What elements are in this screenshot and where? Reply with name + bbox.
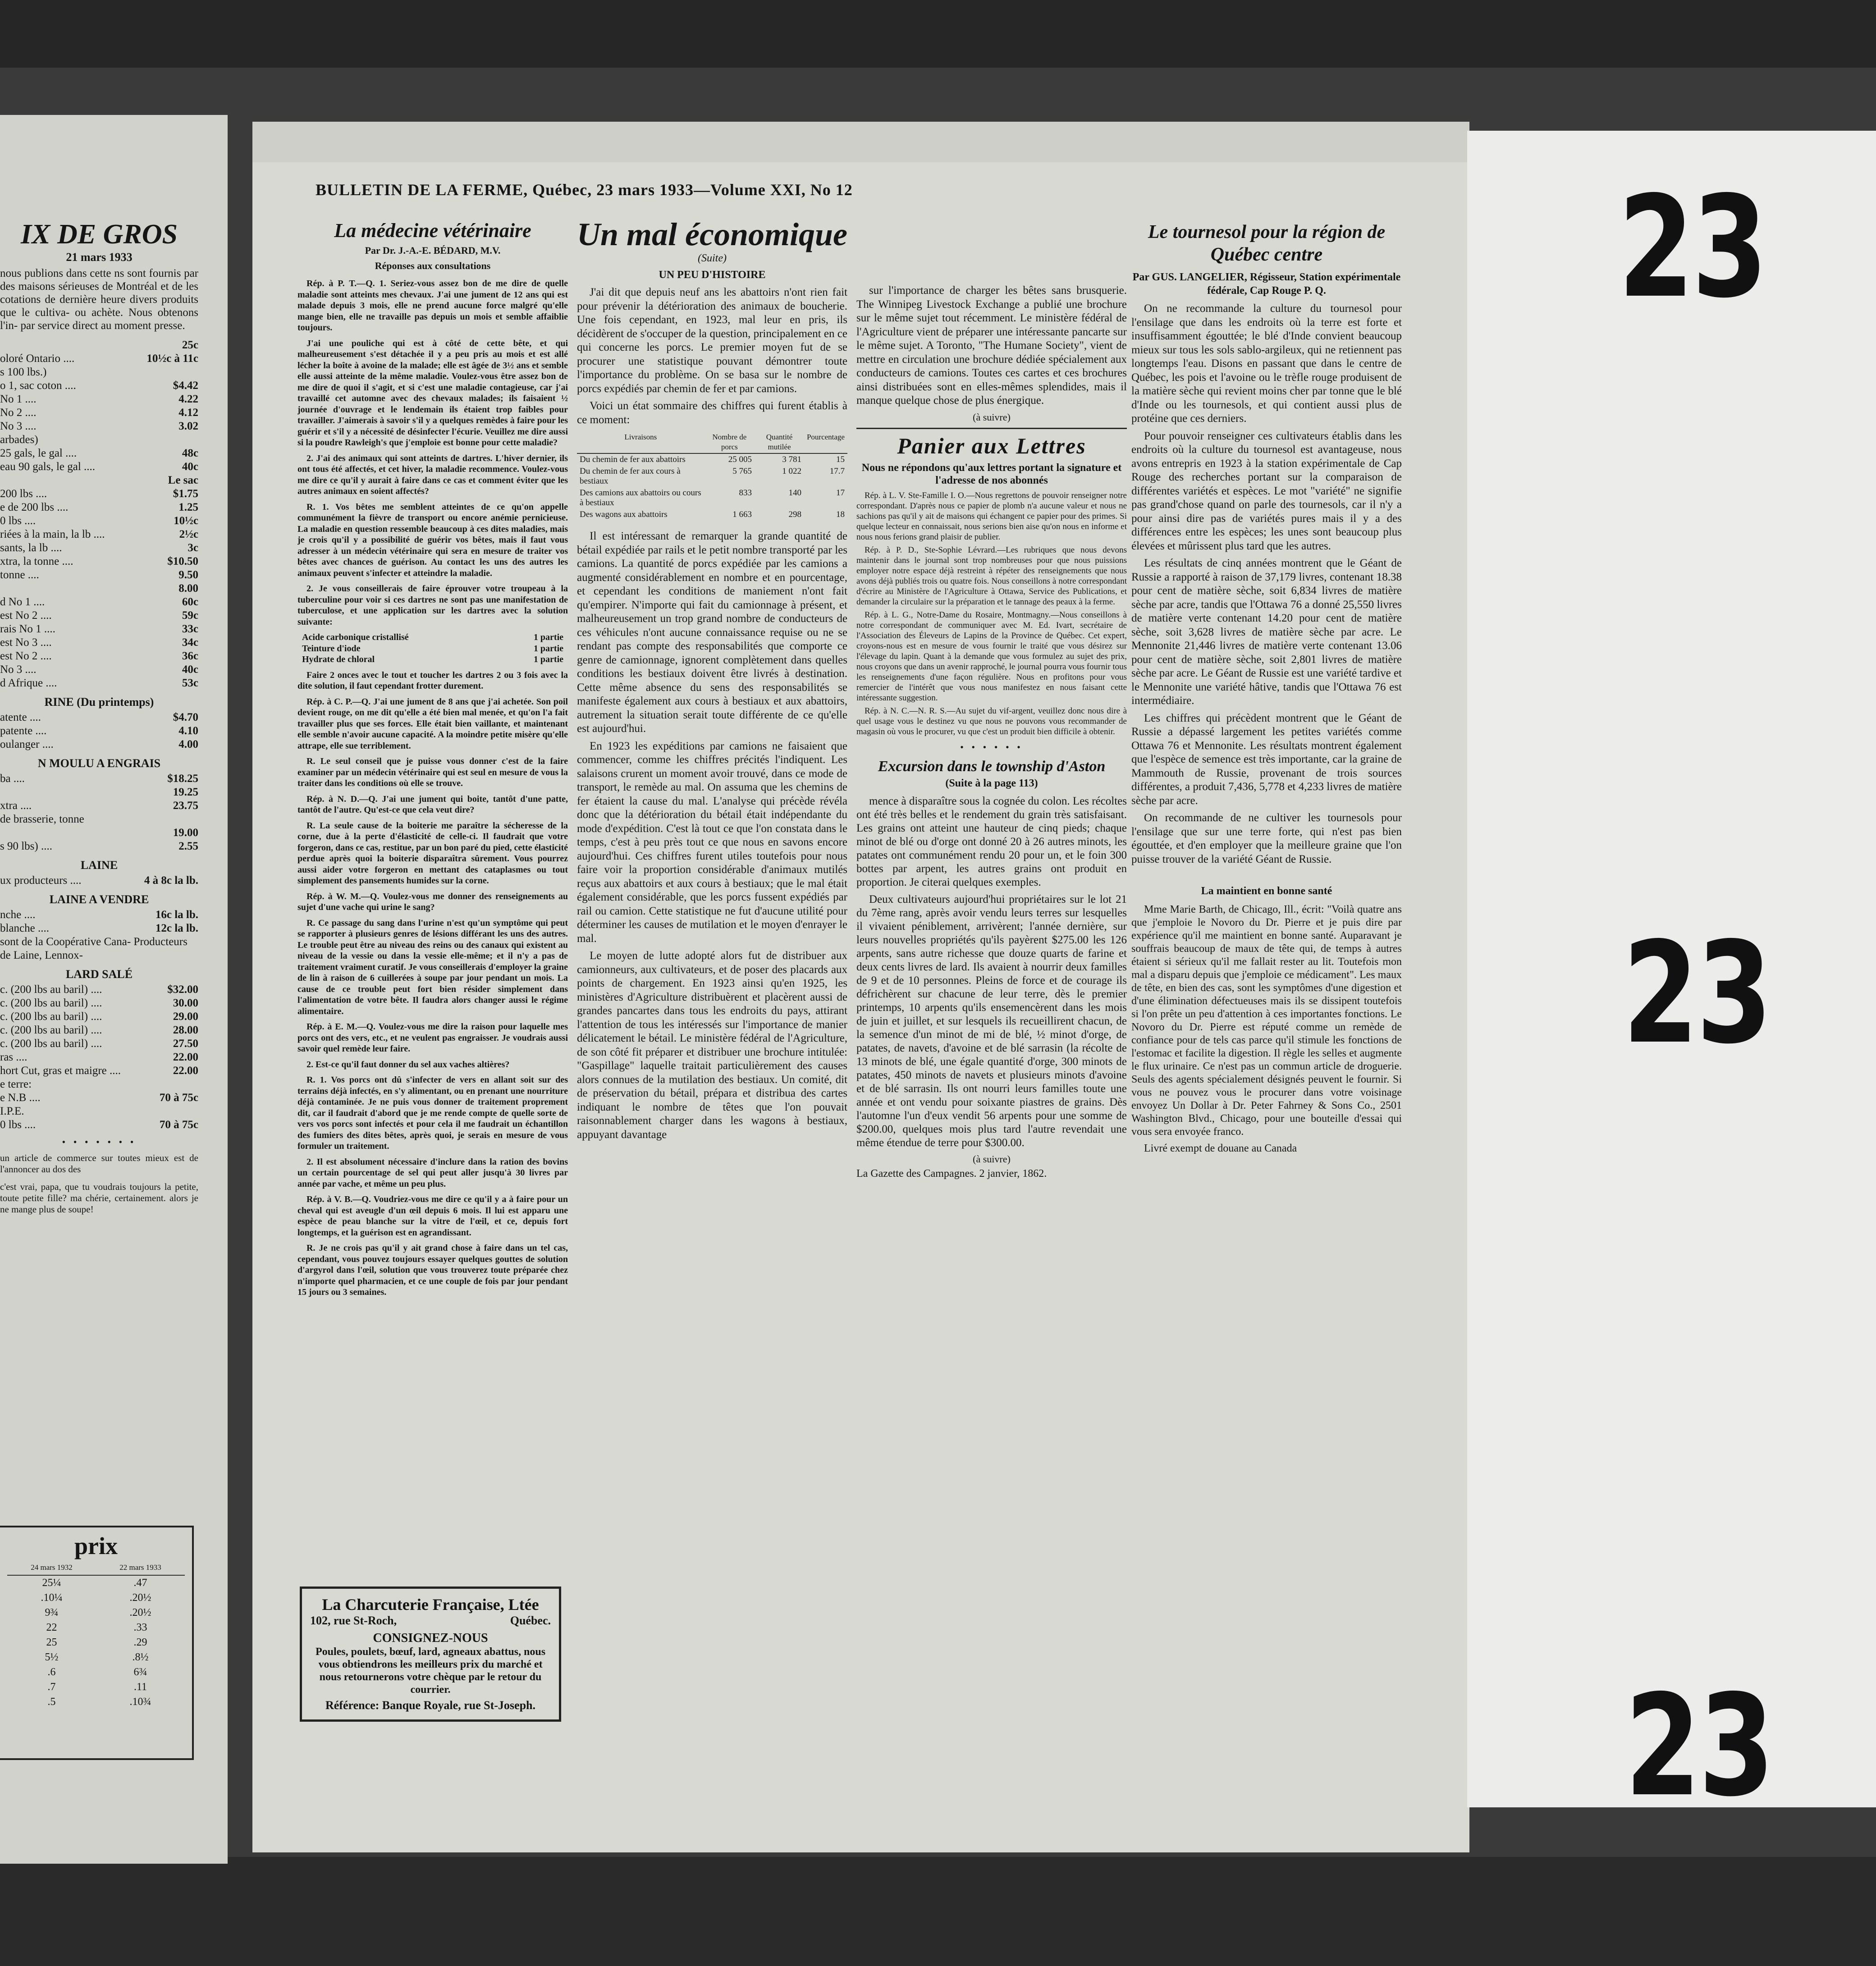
price-row: atente .... $4.70 <box>0 711 198 723</box>
separator-stars: • • • • • • <box>960 741 1023 753</box>
excursion-paragraph: mence à disparaître sous la cognée du colon. Les récoltes ont été très belles et le rendement du grain très satisfaisant. Les grains ont atteint une hauteur de cinq pieds; chaque minot de blé ou d'orge ont donné 20 à 26 autres minots, les patates ont communément rendu 20 pour un, et le foin 300 bottes par arpent, les autres grains ont produit en proportion. Je citerai quelques exemples. <box>856 795 1127 888</box>
medecine-paragraph: 2. Est-ce qu'il faut donner du sel aux vaches altières? <box>307 1059 510 1070</box>
price-row: nche .... 16c la lb. <box>0 909 198 921</box>
table-header: Pourcentage <box>804 431 847 453</box>
price-row: c. (200 lbs au baril) .... 30.00 <box>0 997 198 1009</box>
excursion-suite: (Suite à la page 113) <box>945 777 1038 789</box>
price-row: s 90 lbs) .... 2.55 <box>0 840 198 852</box>
mal-suite: (Suite) <box>698 252 727 264</box>
price-box-title: prix <box>74 1532 118 1559</box>
mal-suivre: (à suivre) <box>973 411 1011 423</box>
excursion-title: Excursion dans le township d'Aston <box>878 758 1106 775</box>
price-row: 0 lbs .... 70 à 75c <box>0 1119 198 1131</box>
price-row: e de 200 lbs .... 1.25 <box>0 501 198 513</box>
medecine-title: La médecine vétérinaire <box>334 219 531 242</box>
price-row: hort Cut, gras et maigre .... 22.00 <box>0 1065 198 1077</box>
table-row: .10¼ .20½ <box>41 1592 151 1604</box>
tournesol-paragraph: On recommande de ne cultiver les tournesols pour l'ensilage que sur une terre forte, qui n'est pas bien égouttée, et d'en employer que la meilleure graine que l'on puisse trouver de la variété Géant de Russie. <box>1131 812 1402 865</box>
mal-section: UN PEU D'HISTOIRE <box>659 269 766 281</box>
price-row: c. (200 lbs au baril) .... $32.00 <box>0 983 198 996</box>
mal-intro-paragraphs <box>577 286 847 427</box>
price-row: e terre: <box>0 1078 32 1090</box>
recipe-row: Teinture d'iode 1 partie <box>302 643 563 654</box>
price-row: ux producteurs .... 4 à 8c la lb. <box>0 874 198 887</box>
price-row: xtra, la tonne .... $10.50 <box>0 555 198 567</box>
table-row: Du chemin de fer aux cours à bestiaux 5 765 1 022 17.7 <box>580 466 845 486</box>
masthead: BULLETIN DE LA FERME, Québec, 23 mars 1933—Volume XXI, No 12 <box>316 181 853 199</box>
table-row: 25 .29 <box>46 1637 147 1648</box>
price-column <box>0 219 198 1616</box>
table-row: 25¼ .47 <box>42 1577 147 1589</box>
price-row: tonne .... 9.50 <box>0 569 198 581</box>
price-row: sants, la lb .... 3c <box>0 542 198 554</box>
medecine-paragraph: 2. Je vous conseillerais de faire éprouver votre troupeau à la tuberculine pour voir si ces dartres ne sont pas une manifestation de tuberculose, et une application sur les dartres avec la solution suivante: <box>297 584 568 627</box>
moulu-heading: N MOULU A ENGRAIS <box>37 757 161 770</box>
table-row: .6 6¾ <box>47 1666 147 1678</box>
target-number-bottom: 23 <box>1625 1665 1773 1828</box>
table-row: .7 .11 <box>47 1681 147 1693</box>
target-number-middle: 23 <box>1623 912 1771 1075</box>
tournesol-column <box>1131 221 1402 1780</box>
target-number-top: 23 <box>1618 166 1766 329</box>
excursion-body <box>856 795 1127 1150</box>
price-row: 200 lbs .... $1.75 <box>0 488 198 500</box>
farine-section <box>0 695 198 1132</box>
joke-text: c'est vrai, papa, que tu voudrais toujours la petite, toute petite fille? ma chérie, certainement. alors je ne mange plus de soupe! <box>0 1181 198 1215</box>
medecine-paragraph: Rép. à N. D.—Q. J'ai une jument qui boite, tantôt d'une patte, tantôt de l'autre. Qu'est-ce que cela veut dire? <box>297 794 568 815</box>
medecine-paragraph: Rép. à P. T.—Q. 1. Seriez-vous assez bon de me dire de quelle maladie sont atteints mes chevaux. J'ai une jument de 12 ans qui est malade depuis 3 mois, elle ne prend aucune force malgré qu'elle mange bien, elle ne travaille pas depuis un mois et semble affaiblie toujours. <box>297 279 568 333</box>
price-row: c. (200 lbs au baril) .... 28.00 <box>0 1024 198 1036</box>
ad-city: Québec. <box>510 1614 551 1627</box>
recipe-row: Hydrate de chloral 1 partie <box>302 654 563 664</box>
price-row: oulanger .... 4.00 <box>0 738 198 750</box>
table-row: Du chemin de fer aux abattoirs 25 005 3 781 15 <box>580 455 845 464</box>
table-header: Livraisons <box>577 431 705 453</box>
price-comparison-box <box>0 1526 194 1760</box>
price-row: 25c <box>182 339 198 351</box>
price-row: o 1, sac coton .... $4.42 <box>0 379 198 392</box>
prices-date: 21 mars 1933 <box>66 251 133 264</box>
mal-paragraph: Voici un état sommaire des chiffres qui furent établis à ce moment: <box>577 400 847 426</box>
tournesol-paragraph: Pour pouvoir renseigner ces cultivateurs établis dans les endroits où la culture du tournesol est avantageuse, nous avons entrepris en 1923 à la station expérimentale de Cap Rouge des recherches portant sur la comparaison de différentes variétés et espèces. Le mot "variété" ne signifie pas grand'chose quand on parle des tournesols, car il n'y a pour ainsi dire pas de variétés pures mais il y a des différences entre les espèces; les unes sont beaucoup plus élevées et mûrissent plus tard que les autres. <box>1131 430 1402 552</box>
mal-paragraph: J'ai dit que depuis neuf ans les abattoirs n'ont rien fait pour prévenir la détérioration des animaux de boucherie. Une fois cependant, en 1923, mal leur en pris, ils décidèrent de s'occuper de la question, principalement en ce qui concerne les porcs. Le premier moyen fut de se procurer une statistique pouvant démontrer toute l'importance du problème. On se basa sur le nombre de porcs expédiés par chemin de fer et par camions. <box>577 286 847 395</box>
panier-subtitle: Nous ne répondons qu'aux lettres portant la signature et l'adresse de nos abonnés <box>861 462 1122 486</box>
price-row: ba .... $18.25 <box>0 773 198 785</box>
price-row: arbades) <box>0 434 38 446</box>
price-row: Le sac <box>168 474 198 486</box>
price-row: d Afrique .... 53c <box>0 677 198 689</box>
ad-title: La Charcuterie Française, Ltée <box>322 1596 539 1614</box>
price-row: 19.00 <box>173 827 198 839</box>
price-row: est No 3 .... 34c <box>0 636 198 649</box>
prices-list <box>0 338 198 690</box>
sante-paragraph: Livré exempt de douane au Canada <box>1144 1143 1297 1154</box>
price-row: est No 2 .... 36c <box>0 650 198 662</box>
excursion-suivre: (à suivre) <box>973 1153 1011 1165</box>
panier-paragraph: Rép. à L. V. Ste-Famille I. O.—Nous regrettons de pouvoir renseigner notre correspondant. D'après nous ce papier de plomb n'a aucune valeur et nous ne sachions pas qu'il y ait de maisons qui échangent ce papier pour des primes. Si quelque lecteur en connaissait, nous serions bien aise qu'on nous en informe et nous nous ferions grand plaisir de publier. <box>856 490 1127 542</box>
price-row: de brasserie, tonne <box>0 813 84 825</box>
medecine-paragraph: Rép. à E. M.—Q. Voulez-vous me dire la raison pour laquelle mes porcs ont des vers, etc., et ne veulent pas engraisser. Je voudrais aussi savoir quel remède leur faire. <box>297 1022 568 1054</box>
panier-paragraph: Rép. à L. G., Notre-Dame du Rosaire, Montmagny.—Nous conseillons à notre correspondant de communiquer avec M. Ed. Ivart, secrétaire de l'Association des Éleveurs de Lapins de la Province de Québec. Cet expert, croyons-nous est en mesure de vous fournir le traité que vous désirez sur l'élevage du lapin. Quant à la demande que vous formulez au sujet des prix, nous croyons que dans un avenir rapproché, le journal pourra vous fournir tous les renseignements d'une façon régulière. Nous en profitons pour vous remercier de l'intérêt que vous nous manifestez en nous faisant cette intéressante suggestion. <box>856 610 1127 703</box>
mal-column <box>577 216 847 1758</box>
film-edge-top <box>0 0 1876 68</box>
sante-body <box>1131 903 1402 1155</box>
sante-paragraph: Mme Marie Barth, de Chicago, Ill., écrit: "Voilà quatre ans que j'emploie le Novoro du Dr. Pierre et je puis dire par expérience qu'il me maintient en bonne santé. Auparavant je souffrais beaucoup de maux de tête qui, de temps à autres étaient si sérieux qu'il me fallait rester au lit. Toutefois mon mal a disparu depuis que j'emploie ce médicament". Les maux de tête, en bien des cas, sont les symptômes d'une digestion et d'une élimination défectueuses mais ils se dissipent toutefois si l'on prête un peu d'attention à ces importantes fonctions. Le Novoro du Dr. Pierre est réputé comme un remède de confiance pour de tels cas parce qu'il stimule les fonctions de l'estomac et facilite la digestion. Il règle les selles et augmente le flux urinaire. Ce n'est pas un commun article de droguerie. Seuls des agents spécialement désignés peuvent le fournir. Si vous ne pouvez vous le procurer dans votre voisinage envoyez Un Dollar à Dr. Peter Fahrney & Sons Co., 2501 Washington Blvd., Chicago, pour une bouteille d'essai qui vous sera envoyée franco. <box>1131 904 1402 1138</box>
excursion-source: La Gazette des Campagnes. 2 janvier, 1862. <box>856 1167 1047 1180</box>
ad-reference: Référence: Banque Royale, rue St-Joseph. <box>325 1699 536 1712</box>
table-header: Quantité mutilée <box>755 431 804 453</box>
price-row: d No 1 .... 60c <box>0 596 198 608</box>
table-row: .5 .10¾ <box>47 1696 151 1708</box>
medecine-paragraph: R. Le seul conseil que je puisse vous donner c'est de la faire examiner par un médecin vétérinaire qui est seul en mesure de vous la traiter dans les conditions où elle se trouve. <box>297 756 568 788</box>
medecine-paragraph: Rép. à C. P.—Q. J'ai une jument de 8 ans que j'ai achetée. Son poil devient rouge, on me dit qu'elle a été bien mal menée, et qu'on l'a fait travailler plus que ses forces. Elle était bien vaillante, et maintenant elle semble n'avoir aucune capacité. A la moindre petite misère qu'elle attrape, elle sue terriblement. <box>297 696 568 751</box>
price-box-table <box>7 1560 185 1710</box>
price-row: No 2 .... 4.12 <box>0 407 198 419</box>
medecine-paragraph: R. Je ne crois pas qu'il y ait grand chose à faire dans un tel cas, cependant, vous pouvez toujours essayer quelques gouttes de solution d'argyrol dans l'œil, solution que vous trouverez toute préparée chez n'importe quel pharmacien, et ce une couple de fois par jour pendant 15 jours ou 3 semaines. <box>297 1243 568 1297</box>
mal-continuation <box>856 284 1127 408</box>
panier-body <box>856 490 1127 737</box>
panier-paragraph: Rép. à P. D., Ste-Sophie Lévrard.—Les rubriques que nous devons maintenir dans le journal sont trop nombreuses pour que nous puissions employer notre espace déjà restreint à répéter des renseignements que nous avons déjà publiés trois ou quatre fois. Nous conseillons à notre correspondant d'écrire au Ministère de l'Agriculture à Ottawa, Service des Publications, et demander la circulaire sur la préparation et le tannage des peaux à la ferme. <box>856 545 1127 607</box>
medecine-paragraph: R. 1. Vos bêtes me semblent atteintes de ce qu'on appelle communément la fièvre de transport ou encore anémie pernicieuse. La maladie en question ressemble beaucoup à ces dites maladies, mais je crois qu'il y a possibilité de guérir vos bêtes, mais il faut vous adresser à un médecin vétérinaire qui sera en mesure de traiter vos bêtes avec chances de guérison. Au contact les uns des autres les animaux peuvent s'infecter et atteindre la maladie. <box>297 502 568 578</box>
film-edge-bottom <box>0 1857 1876 1966</box>
sante-title: La maintient en bonne santé <box>1201 885 1332 897</box>
price-row: rais No 1 .... 33c <box>0 623 198 635</box>
medecine-paragraph: 2. Il est absolument nécessaire d'inclure dans la ration des bovins un certain pourcentage de sel qui peut aller jusqu'à 30 livres par année par vache, et même un peu plus. <box>297 1157 568 1189</box>
price-row: 0 lbs .... 10½c <box>0 515 198 527</box>
excursion-paragraph: Deux cultivateurs aujourd'hui propriétaires sur le lot 21 du 7ème rang, après avoir vendu leurs terres sur lesquelles il vivaient péniblement, arrivèrent; l'année dernière, sur leurs nouvelles propriétés qu'ils payèrent $275.00 les 126 arpents, sans autre richesse que douze quarts de farine et deux cents livres de lard. Ils avaient à nourrir deux familles de 9 et de 10 personnes. Pleins de force et de courage ils défrichèrent sur chacune de leur terre, dès le premier printemps, 10 arpents qu'ils ensemencèrent dans les mois de juin et juillet, et sur lesquels ils recueillirent chacun, de la semence d'un minot de mi de blé, ½ minot d'orge, de patates, de navets, d'avoine et de blé sarrasin (la récolte de 13 minots de blé, une égale quantité d'orge, 300 minots de patates, 450 minots de navets et plusieurs minots d'avoine et de blé sarrasin. Ils ont nourri leurs familles toute une année et ont vendu pour soixante piastres de grains. Dès l'automne l'un d'eux vendit 56 arpents pour une somme de $200.00, quelques mois plus tard l'autre revendait une même étendue de terre pour $300.00. <box>856 893 1127 1149</box>
price-row: c. (200 lbs au baril) .... 27.50 <box>0 1038 198 1050</box>
price-row: e N.B .... 70 à 75c <box>0 1092 198 1104</box>
separator-stars: • • • • • • • <box>62 1136 137 1148</box>
medecine-paragraph: Faire 2 onces avec le tout et toucher les dartres 2 ou 3 fois avec la dite solution, il faut cependant frotter durement. <box>297 670 568 691</box>
price-row: I.P.E. <box>0 1105 24 1117</box>
mal-paragraph: Il est intéressant de remarquer la grande quantité de bétail expédiée par rails et le petit nombre transporté par les camions. La quantité de porcs expédiée par les camions a augmenté considérablement en nombre et en pourcentage, et cependant les conditions de maniement n'ont fait qu'empirer. N'importe qui fait du camionnage à présent, et malheureusement un trop grand nombre de conducteurs de ces véhicules n'ont aucune connaissance requise ou ne se rendant pas compte des responsabilités que comporte ce genre de camionnage, ignorent complètement dans quelles conditions les bestiaux doivent être livrés à destination. Cette même absence du sens des responsabilités se manifeste également aux cours à bestiaux et aux abattoirs, autrement la situation serait toute différente de ce qu'elle est aujourd'hui. <box>577 530 847 735</box>
price-row: 19.25 <box>173 786 198 798</box>
medecine-column <box>297 219 568 1571</box>
tournesol-paragraph: Les résultats de cinq années montrent que le Géant de Russie a rapporté à raison de 37,179 livres, contenant 18.38 pour cent de matière sèche, soit 6,834 livres de matière sèche par acre, tandis que l'Ottawa 76 a donné 25,550 livres de matière verte contenant 14.20 pour cent de matière sèche, soit 3,628 livres de matière sèche par acre. Le Mennonite 21,446 livres de matière verte contenant 13.06 pour cent de matière sèche, soit 2,801 livres de matière sèche par acre. Le Géant de Russie est une variété tardive et le Mennonite une variété hâtive, tandis que l'Ottawa 76 est intermédiaire. <box>1131 557 1402 707</box>
medecine-paragraph: 2. J'ai des animaux qui sont atteints de dartres. L'hiver dernier, ils ont tous été affectés, et cet hiver, la maladie recommence. Voulez-vous me dire ce qu'il y aurait à faire dans ce cas et comment éviter que les autres animaux en soient affectés? <box>297 453 568 496</box>
medecine-paragraph: R. La seule cause de la boiterie me paraître la sécheresse de la corne, due à la perte d'élasticité de celle-ci. Il faudrait que votre forgeron, dans ce cas, restitue, par un bon paré du pied, cette élasticité perdue après quoi la boiterie disparaîtra sûrement. Vous pourrez aussi aider votre forgeron en mettant des cataplasmes ou tout simplement des pansements humides sur la corne. <box>297 820 568 886</box>
medecine-section: Réponses aux consultations <box>375 260 491 271</box>
price-row: riées à la main, la lb .... 2½c <box>0 528 198 540</box>
mal-title: Un mal économique <box>577 216 847 252</box>
medecine-paragraph: Rép. à W. M.—Q. Voulez-vous me donner des renseignements au sujet d'une vache qui urine le sang? <box>297 891 568 912</box>
third-column <box>856 284 1127 1785</box>
table-header: Nombre de porcs <box>705 431 755 453</box>
price-box-col2: 22 mars 1933 <box>96 1560 185 1575</box>
prices-title: IX DE GROS <box>21 219 178 250</box>
price-row: 8.00 <box>178 582 198 594</box>
ad-body: Poules, poulets, bœuf, lard, agneaux abattus, nous vous obtiendrons les meilleurs prix du marché et nous retournerons votre chèque par le retour du courrier. <box>315 1646 546 1696</box>
laine-note: sont de la Coopérative Cana- Producteurs de Laine, Lennox- <box>0 936 188 961</box>
price-row: No 3 .... 3.02 <box>0 420 198 432</box>
tournesol-byline: Par GUS. LANGELIER, Régisseur, Station expérimentale fédérale, Cap Rouge P. Q. <box>1132 271 1401 297</box>
mal-statistics-table <box>577 431 847 521</box>
page-top-shadow <box>252 122 1469 162</box>
mal-body-paragraphs <box>577 530 847 1142</box>
lard-heading: LARD SALÉ <box>65 968 133 981</box>
price-row: blanche .... 12c la lb. <box>0 922 198 934</box>
ad-subtitle: CONSIGNEZ-NOUS <box>373 1631 488 1645</box>
tournesol-paragraph: On ne recommande la culture du tournesol pour l'ensilage que dans les endroits où la terre est forte et insuffisamment égouttée; le blé d'Inde convient beaucoup mieux sur tous les sols sablo-argileux, qui ne retiennent pas longtemps l'eau. Disons en passant que dans le centre de Québec, les pois et l'avoine ou le trèfle rouge produisent de la matière sèche qui revient moins cher par tonne que le blé d'Inde ou les tournesols, et qui contient aussi plus de protéine que ces derniers. <box>1131 302 1402 425</box>
price-row: ras .... 22.00 <box>0 1051 198 1063</box>
price-row: oloré Ontario .... 10½c à 11c <box>0 352 198 365</box>
tournesol-paragraph: Les chiffres qui précèdent montrent que le Géant de Russie a dépassé largement les petites variétés comme Ottawa 76 et Mennonite. Les résultats montrent également que l'espèce de semence est très importante, car la graine de Mammouth de Russie, provenant de trois sources différentes, a produit 7,436, 5,778 et 4,233 livres de matière sèche par acre. <box>1131 712 1402 807</box>
laine-vendre-heading: LAINE A VENDRE <box>49 893 149 906</box>
panier-paragraph: Rép. à N. C.—N. R. S.—Au sujet du vif-argent, veuillez donc nous dire à quel usage vous le destinez vu que nous ne pouvons vous recommander de magasin où vous le procurer, vu que c'est un produit bien difficile à obtenir. <box>856 706 1127 736</box>
medecine-paragraph: J'ai une pouliche qui est à côté de cette bête, et qui malheureusement s'est détachée il y a peu pris au mois et est allé lécher la boîte à avoine de la malade; elle est âgée de 3½ ans et semble elle aussi atteinte de la même maladie. Voulez-vous être assez bon de me dire de quoi il s'agit, et si c'est une maladie contagieuse, car j'ai travaillé cet automne avec des chevaux malades; ils faisaient ½ journée d'ouvrage et le lendemain ils étaient trop faibles pour travailler. J'aimerais à savoir s'il y a quelques remèdes à faire pour les guérir et s'il y a nécessité de désinfecter l'écurie. Veuillez me dire aussi si la poudre Rawleigh's que j'emploie est bonne pour cette maladie? <box>297 338 568 448</box>
price-box-col1: 24 mars 1932 <box>7 1560 96 1575</box>
medecine-body <box>297 278 568 1298</box>
price-row: No 1 .... 4.22 <box>0 393 198 405</box>
mal-paragraph: Le moyen de lutte adopté alors fut de distribuer aux camionneurs, aux cultivateurs, et de poser des placards aux points de chargement. En 1923 ainsi qu'en 1925, les ministères d'Agriculture distribuèrent et placèrent aussi de grandes pancartes dans tous les endroits du pays, attirant l'attention de tous les intéressés sur l'importance de manier délicatement le bétail. Le ministère fédéral de l'Agriculture, de son côté fit préparer et distribuer une brochure intitulée: "Gaspillage" laquelle traitait particulièrement des causes alors connues de la mutilation des bestiaux. Un comité, dit de préservation du bétail, prépara et distribua des cartes indiquant le nombre de têtes que l'on pouvait raisonnablement charger dans les wagons à bestiaux, appuyant davantage <box>577 950 847 1141</box>
prices-intro: nous publions dans cette ns sont fournis par des maisons sérieuses de Montréal et de les cotations de dernière heure divers produits que le cultiva- ou achète. Nous obtenons l'in- par service direct au moment presse. <box>0 267 198 332</box>
tournesol-body <box>1131 302 1402 866</box>
laine-heading: LAINE <box>80 859 118 872</box>
table-row: 22 .33 <box>46 1622 147 1633</box>
ad-address: 102, rue St-Roch, <box>310 1614 397 1627</box>
price-row: patente .... 4.10 <box>0 725 198 737</box>
left-page <box>0 115 228 1864</box>
medecine-paragraph: Rép. à V. B.—Q. Voudriez-vous me dire ce qu'il y a à faire pour un cheval qui est aveugle d'un œil depuis 6 mois. Il lui est apparu une espèce de peau blanche sur la vitre de l'œil, et ce, depuis fort longtemps, et la guérison est en agrandissant. <box>297 1194 568 1238</box>
medecine-paragraph: R. 1. Vos porcs ont dû s'infecter de vers en allant soit sur des terrains déjà infectés, en s'y alimentant, ou en prenant une nourriture déjà contaminée. Je ne puis vous donner de traitement proprement dit, car il faudrait d'abord que je me rende compte de quelle sorte de vers vos porcs sont infectés et pour cela il me faudrait un échantillon des fumiers des dites bêtes, après quoi, je serais en mesure de vous formuler un traitement. <box>297 1075 568 1151</box>
ad-address-line <box>310 1614 551 1628</box>
table-row: Des camions aux abattoirs ou cours à bestiaux 833 140 17 <box>580 488 845 508</box>
tournesol-title: Le tournesol pour la région de Québec centre <box>1148 222 1386 265</box>
mal-paragraph: sur l'importance de charger les bêtes sans brusquerie. The Winnipeg Livestock Exchange a publié une brochure sur le même sujet tout récemment. Le ministère fédéral de l'Agriculture vient de préparer une intéressante pancarte sur le même sujet. A Toronto, "The Humane Society", vient de mettre en circulation une brochure dédiée spécialement aux conducteurs de camions. Toutes ces cartes et ces brochures ainsi distribuées sont en elles-mêmes splendides, mais il manque quelque chose de plus énergique. <box>856 284 1127 407</box>
panier-title: Panier aux Lettres <box>897 433 1086 458</box>
price-row: c. (200 lbs au baril) .... 29.00 <box>0 1010 198 1023</box>
table-row: 5½ .8½ <box>45 1651 149 1663</box>
farine-heading: RINE (Du printemps) <box>44 695 154 709</box>
rule <box>856 428 1127 429</box>
commerce-note: un article de commerce sur toutes mieux est de l'annoncer au dos des <box>0 1152 198 1175</box>
table-row: Des wagons aux abattoirs 1 663 298 18 <box>580 510 845 519</box>
table-row: 9¾ .20½ <box>45 1607 151 1619</box>
medecine-paragraph: R. Ce passage du sang dans l'urine n'est qu'un symptôme qui peut se rapporter à plusieurs genres de lésions différant les uns des autres. Le trouble peut être au niveau des reins ou des canaux qui existent au niveau de la vessie ou dans la vessie elle-même; et il n'y a pas de traitement vraiment curatif. Je vous conseillerais d'employer la graine de lin à raison de 6 cuillerées à soupe par jour pendant un mois. La cause de ce trouble peut fort bien résider simplement dans l'alimentation de votre bête. Il faudra alors changer aussi le régime alimentaire. <box>297 918 568 1016</box>
charcuterie-ad <box>300 1587 561 1722</box>
medecine-byline: Par Dr. J.-A.-E. BÉDARD, M.V. <box>365 245 501 256</box>
price-row: No 3 .... 40c <box>0 663 198 676</box>
price-row: s 100 lbs.) <box>0 366 47 378</box>
recipe-row: Acide carbonique cristallisé 1 partie <box>302 632 563 642</box>
price-row: 25 gals, le gal .... 48c <box>0 447 198 459</box>
price-row: est No 2 .... 59c <box>0 609 198 622</box>
price-row: xtra .... 23.75 <box>0 800 198 812</box>
mal-paragraph: En 1923 les expéditions par camions ne faisaient que commencer, comme les chiffres précités l'indiquent. Les salaisons crurent un moment avoir trouvé, dans ce mode de transport, le remède au mal. On assuma que les chemins de fer étaient la cause du mal. L'analyse qui précède révéla donc que la détérioration du bétail était indépendante du mode d'expédition. C'est là tout ce que l'on constata dans le temps, c'est à peu près tout ce que nous en savons encore aujourd'hui. Ces chiffres furent utiles toutefois pour nous faire voir la proportion considérable d'animaux mutilés reçus aux abattoirs et aux cours à bestiaux; que le mal était également considérable, que les porcs fussent expédiés par rail ou camion. Cette statistique ne fut d'aucune utilité pour déterminer les causes de mutilation et le moyen d'enrayer le mal. <box>577 740 847 945</box>
price-row: eau 90 gals, le gal .... 40c <box>0 461 198 473</box>
